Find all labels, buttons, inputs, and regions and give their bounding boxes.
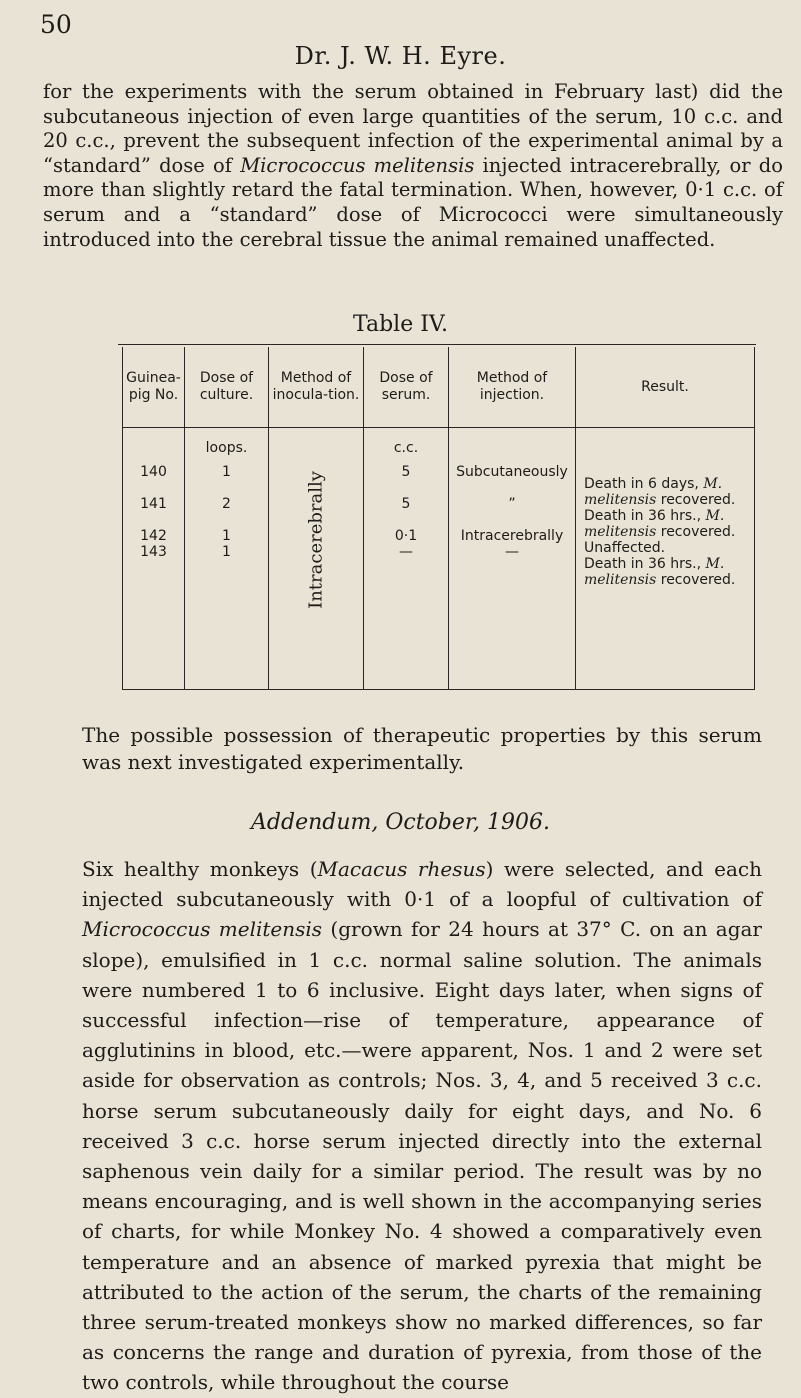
header-guinea-pig: Guinea-pig No. (123, 347, 185, 428)
paragraph-bottom-part-c: (grown for 24 hours at 37° C. on an agar slope), emulsified in 1 c.c. normal saline solution. The animals were numbered 1 to 6 inclusive. Eight days later, when signs of successful infection—rise of temperature, appearance of agglutinins in blood, etc.—were apparent, Nos. 1 and 2 were set aside for observation as controls; Nos. 3, 4, and 5 received 3 c.c. horse serum subcutaneously daily for eight days, and No. 6 received 3 c.c. horse serum injected directly into the external saphenous vein daily for a similar period. The result was by no means encouraging, and is well shown in the accompanying series of charts, for while Monkey No. 4 showed a comparatively even temperature and an absence of marked pyrexia that might be attributed to the action of the serum, the charts of the remaining three serum-treated monkeys show no marked differences, so far as concerns the range and duration of pyrexia, from those of the two controls, while throughout the course (82, 917, 762, 1395)
table-container (122, 347, 754, 690)
culture-unit: loops. (205, 440, 248, 456)
paragraph-bottom (82, 854, 762, 1398)
inoculation-method-label: Intracerebrally (305, 471, 327, 609)
culture-141: 2 (222, 496, 231, 512)
injection-141: ” (508, 496, 516, 512)
paragraph-top (43, 80, 783, 252)
injection-140: Subcutaneously (456, 464, 568, 480)
pig-143: 143 (140, 544, 167, 560)
header-result: Result. (576, 347, 755, 428)
pig-142: 142 (140, 528, 167, 544)
result-143: Death in 36 hrs., M. melitensis recovered. (584, 556, 736, 588)
table-header-row (123, 347, 755, 428)
culture-140: 1 (222, 464, 231, 480)
result-142: Unaffected. (584, 540, 666, 556)
addendum-heading: Addendum, October, 1906. (251, 810, 550, 835)
table-body-row (123, 428, 755, 690)
table-title: Table IV. (353, 312, 448, 337)
result-140: Death in 6 days, M. melitensis recovered. (584, 476, 736, 508)
column-result (576, 428, 755, 690)
serum-141: 5 (401, 496, 411, 512)
column-dose-serum (364, 428, 449, 690)
column-dose-culture (185, 428, 269, 690)
result-141: Death in 36 hrs., M. melitensis recovered. (584, 508, 736, 540)
serum-143: — (399, 544, 413, 560)
injection-142: Intracerebrally (460, 528, 564, 544)
paragraph-top-part-a: for the experiments with the serum obtained in February last) did the subcutaneous injection of even large quantities of the serum, 10 c.c. and 20 c.c., prevent the subsequent infection of the experimental animal by a “standard” dose of (43, 80, 783, 177)
serum-unit: c.c. (393, 440, 419, 456)
paragraph-top-italic: Micrococcus melitensis (240, 153, 475, 177)
column-method-injection (449, 428, 576, 690)
column-guinea-pig (123, 428, 185, 690)
running-head: Dr. J. W. H. Eyre. (294, 42, 507, 70)
paragraph-bottom-italic-1: Macacus rhesus (317, 857, 486, 881)
paragraph-bottom-italic-2: Micrococcus melitensis (82, 917, 323, 942)
pig-140: 140 (140, 464, 167, 480)
page-number: 50 (40, 10, 72, 39)
header-dose-serum: Dose of serum. (364, 347, 449, 428)
paragraph-bottom-part-a: Six healthy monkeys ( (82, 857, 318, 881)
column-method-inoculation (269, 428, 364, 690)
header-dose-culture: Dose of culture. (185, 347, 269, 428)
table-top-rule (118, 344, 756, 345)
paragraph-top-part-b: injected intracerebrally, or do more than slightly retard the fatal termination. When, however, 0·1 c.c. of serum and a “standard” dose of Micrococci were simultaneously introduced into the cerebral tissue the animal remained unaffected. (43, 153, 783, 251)
paragraph-bottom-part-b: ) were selected, and each injected subcutaneously with 0·1 of a loopful of cultivation of (82, 857, 762, 912)
culture-143: 1 (222, 544, 231, 560)
culture-142: 1 (222, 528, 231, 544)
serum-142: 0·1 (394, 528, 418, 544)
header-method-injection: Method of injection. (449, 347, 576, 428)
paragraph-mid: The possible possession of therapeutic properties by this serum was next investigated experimentally. (82, 723, 762, 774)
pig-141: 141 (140, 496, 167, 512)
serum-140: 5 (401, 464, 411, 480)
data-table (122, 347, 755, 690)
header-method-inoculation: Method of inocula-tion. (269, 347, 364, 428)
injection-143: — (505, 544, 519, 560)
